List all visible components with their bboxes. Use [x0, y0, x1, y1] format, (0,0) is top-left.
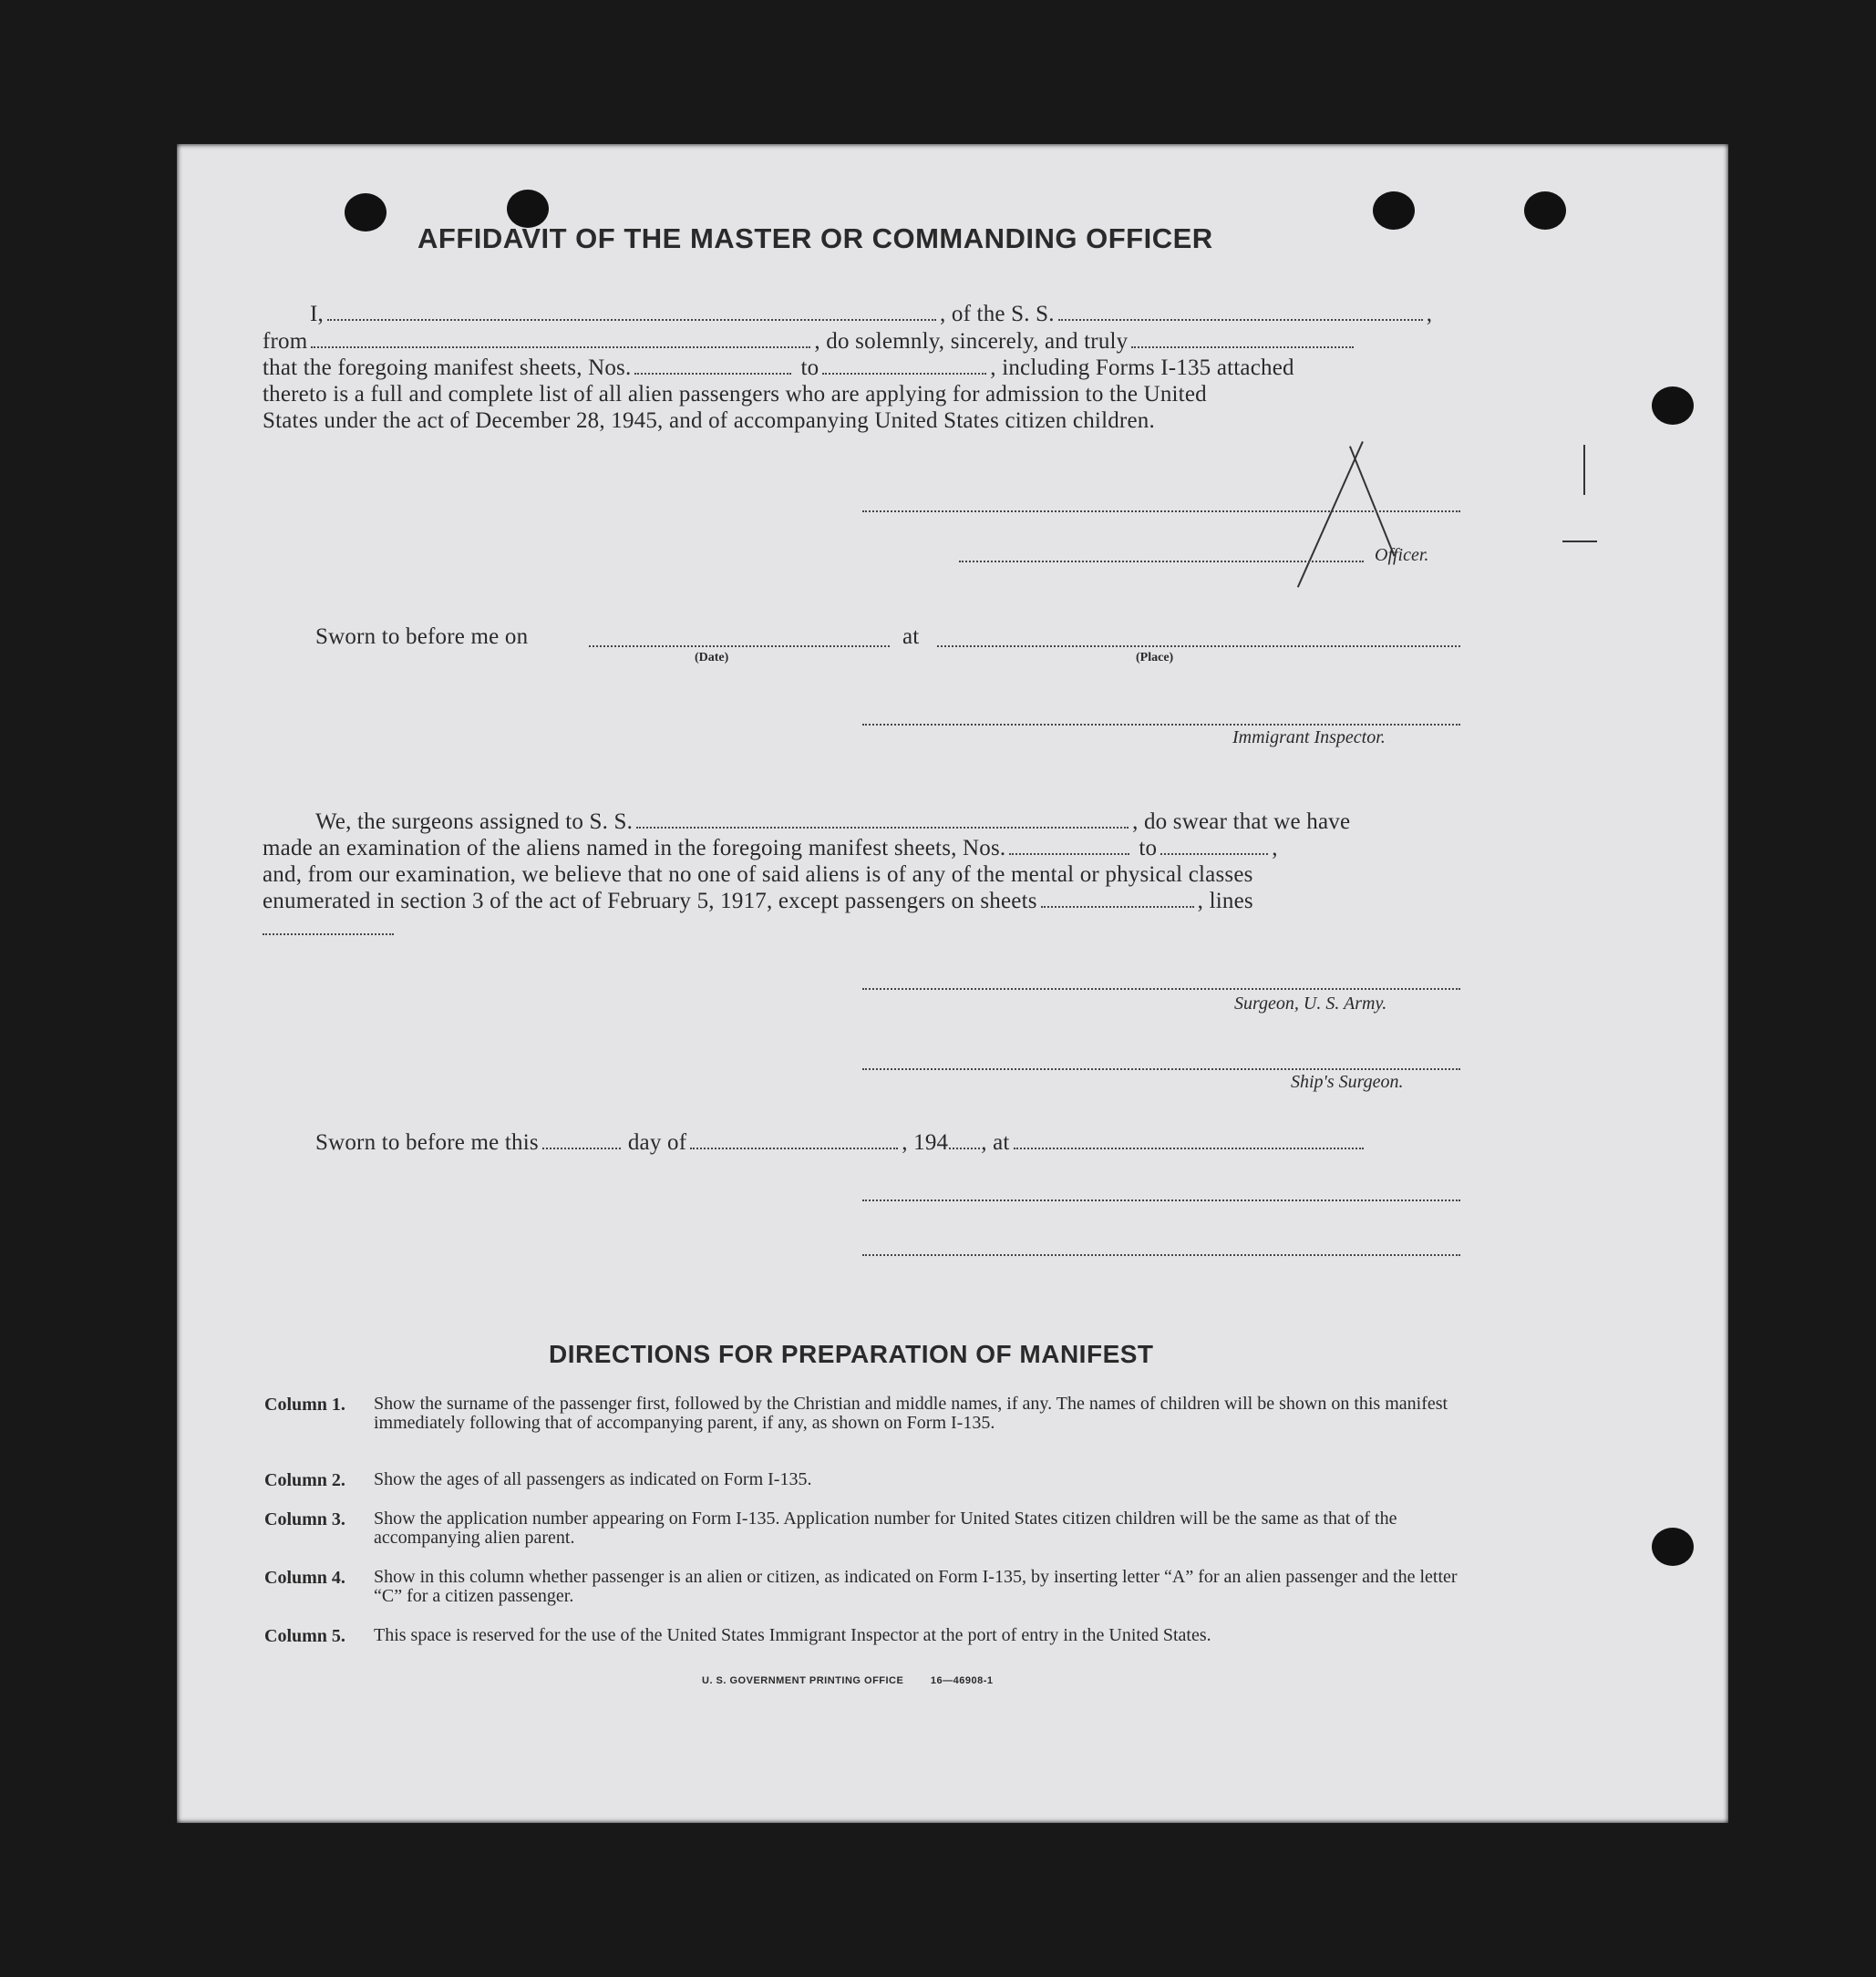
signature-line — [862, 724, 1460, 726]
punch-hole — [1652, 386, 1694, 425]
direction-label: Column 3. — [264, 1509, 345, 1529]
signature-line — [959, 561, 1364, 562]
ships-surgeon-label: Ship's Surgeon. — [1291, 1072, 1404, 1092]
sworn-before-me-this: Sworn to before me this day of , 194 , at — [315, 1130, 1367, 1156]
signature-line — [862, 988, 1460, 990]
affidavit-that: that the foregoing manifest sheets, Nos. — [263, 355, 632, 380]
affidavit-line-5: States under the act of December 28, 1945, and of accompanying United States citizen children. — [263, 408, 1155, 433]
signature-line — [862, 1254, 1460, 1256]
form-code: 16—46908-1 — [930, 1675, 994, 1686]
surgeons-line-3: and, from our examination, we believe that no one of said aliens is of any of the mental or physical classes — [263, 862, 1253, 887]
pen-mark — [1583, 445, 1585, 495]
surgeon-army-label: Surgeon, U. S. Army. — [1234, 994, 1387, 1014]
direction-label: Column 5. — [264, 1626, 345, 1646]
sworn-before-me-on: Sworn to before me on — [315, 624, 529, 649]
direction-label: Column 2. — [264, 1470, 345, 1490]
surgeons-line-4: enumerated in section 3 of the act of February 5, 1917, except passengers on sheets , lines — [263, 889, 1253, 913]
direction-text: Show the ages of all passengers as indicated on Form I-135. — [374, 1469, 812, 1489]
surgeons-line-1: We, the surgeons assigned to S. S. , do swear that we have — [315, 809, 1351, 834]
place-caption: (Place) — [1136, 651, 1174, 664]
date-line — [589, 645, 890, 647]
signature-line — [862, 510, 1460, 512]
punch-hole — [345, 193, 387, 232]
printing-office: U. S. GOVERNMENT PRINTING OFFICE — [702, 1675, 904, 1686]
direction-text: This space is reserved for the use of the United States Immigrant Inspector at the port of entry in the United States. — [374, 1625, 1211, 1645]
place-line — [937, 645, 1460, 647]
direction-text: Show in this column whether passenger is an alien or citizen, as indicated on Form I-135, by inserting letter “A” for an alien passenger and the letter “C” for a citizen passenger. — [374, 1567, 1458, 1606]
signature-line — [862, 1068, 1460, 1070]
affidavit-solemnly: , do solemnly, sincerely, and truly — [814, 329, 1129, 354]
affidavit-line-3: that the foregoing manifest sheets, Nos. to , including Forms I-135 attached — [263, 355, 1294, 380]
affidavit-line-2 — [263, 329, 1357, 355]
document-sheet — [177, 144, 1728, 1823]
punch-hole — [1652, 1528, 1694, 1566]
direction-label: Column 4. — [264, 1568, 345, 1588]
direction-label: Column 1. — [264, 1395, 345, 1415]
pen-mark — [1562, 541, 1597, 542]
affidavit-line-1: I, , of the S. S. , — [310, 302, 1433, 326]
lines-blank — [263, 933, 394, 935]
affidavit-including: , including Forms I-135 attached — [990, 355, 1294, 380]
pen-mark — [1297, 441, 1364, 588]
immigrant-inspector-label: Immigrant Inspector. — [1232, 727, 1386, 747]
date-caption: (Date) — [695, 651, 729, 664]
direction-text: Show the surname of the passenger first, followed by the Christian and middle names, if any. The names of children will be shown on this manifest immediately following that of accompanying parent, if any, as shown on Form I-135. — [374, 1394, 1448, 1433]
affidavit-i: I, — [310, 302, 324, 326]
affidavit-line-4: thereto is a full and complete list of all alien passengers who are applying for admission to the United — [263, 382, 1207, 407]
affidavit-of-ss: , of the S. S. — [939, 302, 1055, 326]
sworn-at: at — [902, 624, 920, 649]
punch-hole — [1373, 191, 1415, 230]
directions-title: DIRECTIONS FOR PREPARATION OF MANIFEST — [549, 1340, 1154, 1368]
punch-hole — [1524, 191, 1566, 230]
signature-line — [862, 1200, 1460, 1201]
affidavit-from: from — [263, 329, 308, 354]
pen-mark — [1349, 446, 1396, 556]
officer-label: Officer. — [1375, 545, 1429, 565]
direction-text: Show the application number appearing on Form I-135. Application number for United States citizen children will be the same as that of the accompanying alien parent. — [374, 1508, 1397, 1548]
printing-office-footer — [702, 1675, 994, 1686]
surgeons-line-2: made an examination of the aliens named in the foregoing manifest sheets, Nos. to , — [263, 836, 1278, 860]
affidavit-title: AFFIDAVIT OF THE MASTER OR COMMANDING OFFICER — [417, 222, 1213, 254]
